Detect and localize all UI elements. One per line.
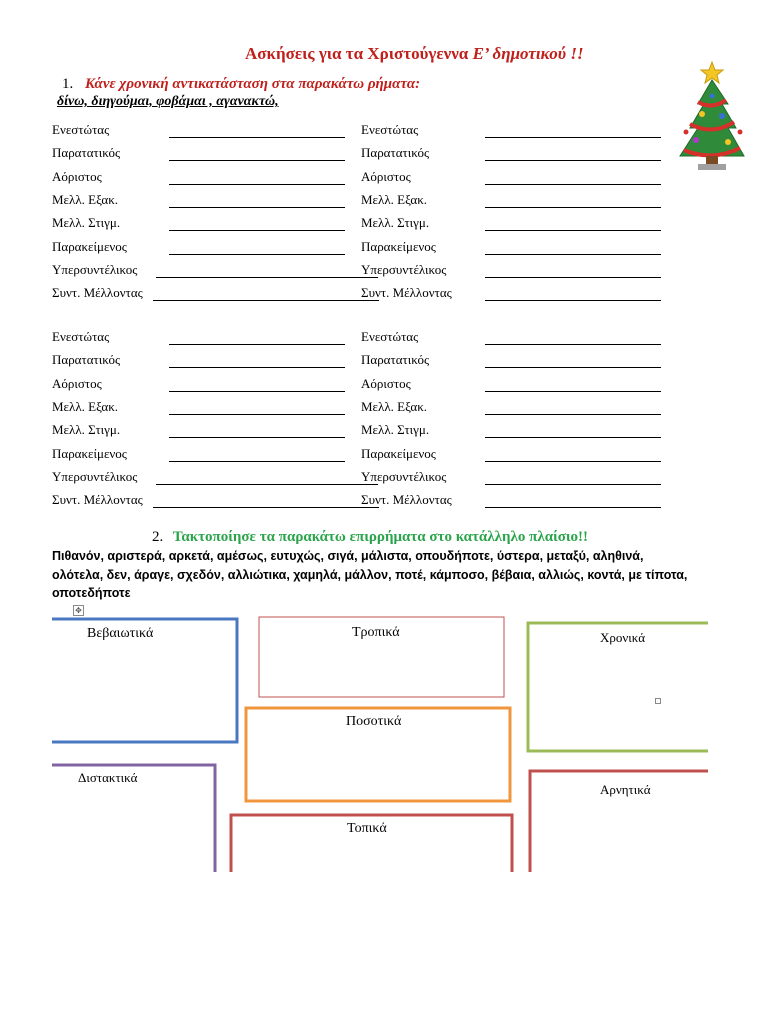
exercise-1-instruction: Κάνε χρονική αντικατάσταση στα παρακάτω ρήματα: <box>85 76 421 92</box>
tense-label: Μελλ. Εξακ. <box>52 398 118 414</box>
tense-label: Παρακείμενος <box>52 238 127 254</box>
tense-label: Υπερσυντέλικος <box>52 261 138 277</box>
tense-label: Υπερσυντέλικος <box>361 261 447 277</box>
grade-text: Ε’ δημοτικού !! <box>472 44 584 63</box>
tense-label: Συντ. Μέλλοντας <box>361 285 452 301</box>
tense-label: Μελλ. Στιγμ. <box>52 422 121 438</box>
tense-label: Αόριστος <box>361 168 411 184</box>
tense-label: Υπερσυντέλικος <box>52 468 138 484</box>
tense-label: Παρατατικός <box>52 145 121 161</box>
tense-label: Αόριστος <box>361 375 411 391</box>
tense-label: Παρακείμενος <box>52 445 127 461</box>
tense-label: Παρατατικός <box>361 145 430 161</box>
tense-label: Συντ. Μέλλοντας <box>52 492 143 508</box>
adverbs-list: Πιθανόν, αριστερά, αρκετά, αμέσως, ευτυχώς, σιγά, μάλιστα, οπουδήποτε, ύστερα, μεταξύ, αληθινά, ολότελα, δεν, άραγε, σχεδόν, αλλιώτικα, χαμηλά, μάλλον, ποτέ, κάμποσο, βέβαια, αλλιώς, κοντά, με τίποτα, οποτεδήποτε <box>52 549 688 600</box>
tense-label: Μελλ. Εξακ. <box>361 398 427 414</box>
exercise-1-number: 1. <box>62 76 74 92</box>
tense-label: Υπερσυντέλικος <box>361 468 447 484</box>
tense-label: Παρακείμενος <box>361 445 436 461</box>
label-posotika: Ποσοτικά <box>346 714 402 729</box>
title-text: Ασκήσεις για τα Χριστούγεννα <box>245 44 469 63</box>
tense-label: Μελλ. Στιγμ. <box>361 215 430 231</box>
label-topika: Τοπικά <box>347 821 387 836</box>
tense-label: Μελλ. Στιγμ. <box>52 215 121 231</box>
tense-label: Μελλ. Εξακ. <box>52 191 118 207</box>
tense-label: Μελλ. Εξακ. <box>361 191 427 207</box>
tense-label: Ενεστώτας <box>52 329 110 344</box>
tense-label: Αόριστος <box>52 375 102 391</box>
tense-label: Ενεστώτας <box>52 122 110 137</box>
tense-label: Παρατατικός <box>361 352 430 368</box>
label-vevaiotika: Βεβαιωτικά <box>87 626 154 641</box>
label-arnitika: Αρνητικά <box>600 782 651 797</box>
tense-label: Συντ. Μέλλοντας <box>361 492 452 508</box>
tense-label: Παρατατικός <box>52 352 121 368</box>
table-move-handle-icon[interactable]: ✥ <box>73 605 84 616</box>
tense-label: Ενεστώτας <box>361 329 419 344</box>
exercise-2-number: 2. <box>152 529 164 545</box>
tense-label: Ενεστώτας <box>361 122 419 137</box>
tense-label: Μελλ. Στιγμ. <box>361 422 430 438</box>
label-tropika: Τροπικά <box>352 625 400 640</box>
exercise-2-instruction: Τακτοποίησε τα παρακάτω επιρρήματα στο κατάλληλο πλαίσιο!! <box>172 529 589 545</box>
tense-label: Αόριστος <box>52 168 102 184</box>
tense-label: Παρακείμενος <box>361 238 436 254</box>
verbs-list: δίνω, διηγούμαι, φοβάμαι , αγανακτώ, <box>57 94 279 109</box>
tense-label: Συντ. Μέλλοντας <box>52 285 143 301</box>
label-distaktika: Διστακτικά <box>78 770 138 785</box>
label-chronika: Χρονικά <box>600 630 645 645</box>
